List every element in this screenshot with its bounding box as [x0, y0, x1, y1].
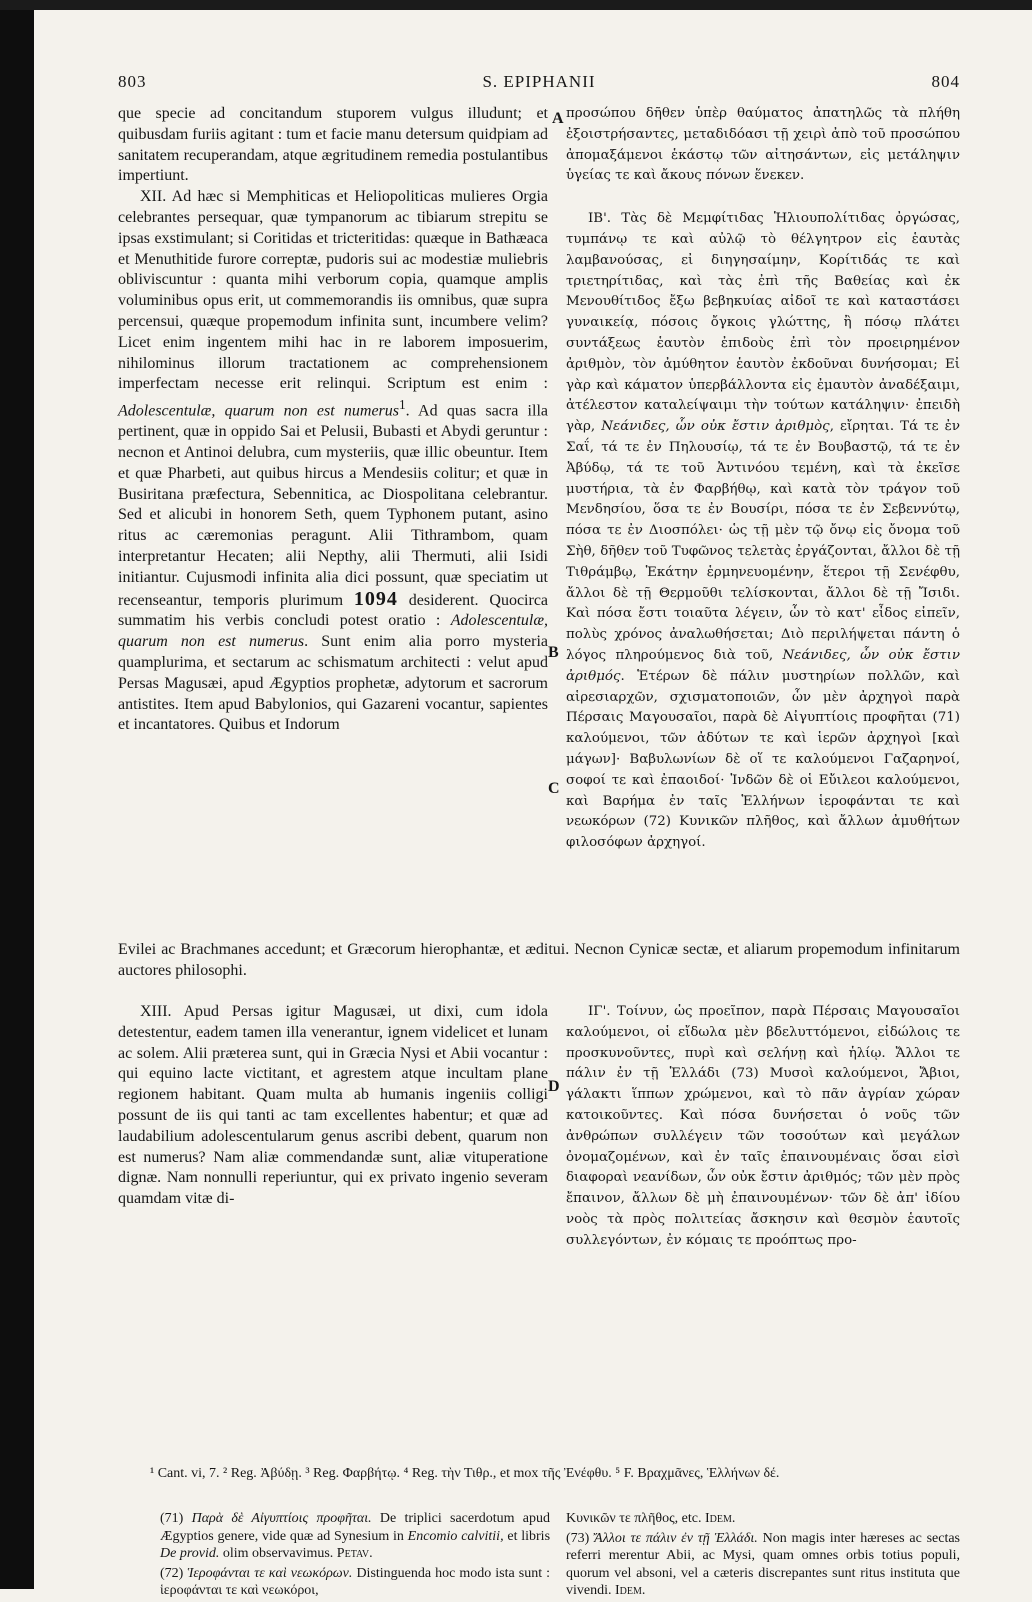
editorial-notes-right [566, 1510, 960, 1602]
latin-column-bottom [118, 1002, 548, 1210]
page-number-left: 803 [118, 72, 147, 91]
latin-column-top [118, 104, 548, 736]
page-number-right: 804 [931, 72, 960, 91]
latin-text: . Ad quas sacra illa pertinent, quæ in oppido Sai et Pelusii, Bubasti et Abydi geruntur : necnon et Antinoi delubra, cum mysteriis, quæ illic obeuntur. Item et quæ Pharbeti, aut quibus hircus a Mendesiis colitur; et quæ in Busiritana præfectura, Sebennitica, ac Diospolitana celebrantur. Sed et alicubi in honorem Seth, quem Typhonem putant, asino ritus ac cæremonias peragunt. Alii Tithrambom, quam interpretantur Hecaten; alii Nepthy, alii Thermuti, alii Isidi initiantur. Cujusmodi infinita alia dici possunt, quæ speciatim ut recenseantur, temporis plurimum [118, 402, 548, 609]
greek-quote: Νεάνιδες, ὧν οὐκ ἔστιν ἀριθμὸς [601, 419, 830, 435]
footnote-references: ¹ Cant. vi, 7. ² Reg. Ἀβύδῃ. ³ Reg. Φαρβήτῳ. ⁴ Reg. τὴν Τιθρ., et mox τῆς Ἐνέφθυ. ⁵ F. Βραχμᾶνες, Ἑλλήνων δέ. [150, 1466, 780, 1481]
running-title: S. EPIPHANII [482, 72, 596, 91]
note-title: De provid. [160, 1546, 220, 1561]
note-72 [160, 1565, 550, 1600]
note-author: Petav. [336, 1546, 373, 1561]
footnote-ref: 1 [399, 397, 406, 413]
note-title: Encomio calvitii, [407, 1528, 504, 1544]
note-number: (73) [566, 1530, 590, 1546]
margin-marker-d: D [548, 1078, 560, 1095]
spanning-line: Evilei ac Brachmanes accedunt; et Græcorum hierophantæ, et æditui. Necnon Cynicæ sectæ, et aliarum propemodum infinitarum auctores philosophi. [118, 941, 960, 979]
latin-text: . Sunt enim alia porro mysteria quamplurima, et sectarum ac schismatum architecti : velut apud Persas Magusæi, apud Ægyptios prophetæ, adytorum et sacrorum antistites. Item apud Babylonios, qui Gazareni vocantur, sapientes et incantatores. Quibus et Indorum [118, 633, 548, 734]
note-author: Idem. [615, 1583, 646, 1598]
note-number: (71) [160, 1511, 184, 1526]
note-text: olim observavimus. [222, 1546, 334, 1561]
note-text: Non magis inter hæreses ac sectas referri merentur Abii, ac Mysi, quam omnes orbis totius populi, quorum vel absoni, vel a cæteris discrepantes sunt ritus instituta que vivendi. [566, 1530, 961, 1598]
note-text: Distinguenda hoc modo ista sunt : ἱεροφάνται τε καὶ νεωκόροι, [160, 1565, 550, 1598]
greek-paragraph-13: ΙΓ'. Τοίνυν, ὡς προεῖπον, παρὰ Πέρσαις Μαγουσαῖοι καλούμενοι, οἱ εἴδωλα μὲν βδελυττόμενοι, εἰδώλοις τε προσκυνοῦντες, πυρὶ καὶ σελήνῃ καὶ ἡλίῳ. Ἄλλοι τε πάλιν ἐν τῇ Ἑλλάδι (73) Μυσοὶ καλούμενοι, Ἄβιοι, γάλακτι ἵππων χρώμενοι, καὶ τὸ πᾶν ἀγρίαν χώραν κατοικοῦντες. Καὶ πόσα δυνήσεται ὁ νοῦς τῶν ἀνθρώπων συλλέγειν τῶν τοσούτων καὶ μεγάλων ὀνομαζομένων, καὶ ἐν ταῖς ἐπαινουμέναις ὅσαι εἰσὶ διαφοραὶ νεανίδων, ὧν οὐκ ἔστιν ἀριθμός; τῶν μὲν πρὸς ἔπαινον, ἄλλων δὲ μὴ ἐπαινουμένων· τῶν δὲ ἀπ' ἰδίου νοὸς τὰ πρὸς πολιτείας ἄσκησιν καὶ θεσμὸν ἑαυτοῖς συλλεγόντων, ἐν κόμαις τε προόπτως προ- [566, 1004, 960, 1248]
scripture-quote: Adolescentulæ, quarum non est numerus [118, 402, 399, 420]
greek-text: ΙΒ'. Τὰς δὲ Μεμφίτιδας Ἡλιουπολίτιδας ὀργώσας, τυμπάνῳ τε καὶ αὐλῷ τὸ θέλγητρον εἰς ἑαυτὰς λαμβανούσας, εἰ διηγησαίμην, Κορίτιδάς τε καὶ τριετηρίτιδας, καὶ τὰς ἐπὶ τῆς Βαθείας καὶ ἐκ Μενουθίτιδος ἔξω βεβηκυίας αἰδοῖ τε καὶ καταστάσει γυναικείᾳ, πόσοις ὄγκοις γλώττης, ἢ πόσῳ πλάτει συντάξεως ἑαυτὸν ἐπιδοὺς ἐπὶ τὸν προειρημένον ἀριθμὸν, τὸν ἀμύθητον ἑαυτὸν ἐκδοῦναι δυνήσομαι; Εἰ γὰρ καὶ κάματον ὑπερβάλλοντα εἰς ἐμαυτὸν ἀναδέξαιμι, ἀτέλεστον καταλείψαιμι τὴν τούτων κατάληψιν· ἐπειδὴ γὰρ, [566, 211, 960, 435]
editorial-notes-left [160, 1510, 550, 1602]
latin-paragraph-13: XIII. Apud Persas igitur Magusæi, ut dixi, cum idola detestentur, eadem tamen illa venerantur, ignem videlicet et lunam ac solem. Alii præterea sunt, qui in Græcia Nysi et Abii vocantur : qui equino lacte victitant, et agrestem atque incultam plane regionem habitant. Quam multa ab humanis ingeniis colligi possunt de iis qui tanti ac tam excellentes habentur; et quæ ad laudabilium adolescentularum genus ascribi debent, quarum non est numerus? Nam aliæ commendandæ sunt, aliæ vituperatione dignæ. Nam nonnulli reperiuntur, qui ex privato ingenio severam quamdam vitæ di- [118, 1003, 548, 1208]
greek-text: , εἴρηται. Τά τε ἐν Σαΐ, τά τε ἐν Πηλουσίῳ, τά τε ἐν Βουβαστῷ, τά τε ἐν Ἀβύδῳ, τά τε τοῦ Ἀντινόου τεμένη, καὶ τὰ ἐκεῖσε μυστήρια, τὰ ἐν Φαρβήθῳ, καὶ κατὰ τὸν τράγον τοῦ Μενδησίου, ὅσα τε ἐν Βουσίρι, πόσα τε ἐν Σεβεννύτῳ, πόσα τε ἐν Διοσπόλει· ὡς τῇ μὲν τῷ ὄνῳ εἰς ὄνομα τοῦ Σὴθ, δῆθεν τοῦ Τυφῶνος τελετὰς ἐργάζονται, ἄλλοι δὲ τῇ Τιθράμβῳ, Ἑκάτην ἑρμηνευομένην, ἕτεροι τῇ Σενέφθυ, ἄλλοι δὲ τῇ Θερμοῦθι τελίσκονται, ἄλλοι δὲ τῇ Ἴσιδι. Καὶ πόσα ἔστι τοιαῦτα λέγειν, ὧν τὸ κατ' εἶδος εἰπεῖν, πολὺς χρόνος ἀναλωθήσεται; Διὸ περιλήψεται πάντη ὁ λόγος πληρούμενος διὰ τοῦ, [566, 419, 961, 663]
note-text: et libris [507, 1528, 551, 1544]
scan-top-edge [0, 0, 1032, 10]
note-text: Κυνικῶν τε πλῆθος, etc. [566, 1511, 702, 1526]
latin-paragraph-12 [118, 187, 548, 736]
note-lemma: Ἱεροφάνται τε καὶ νεωκόρων. [187, 1565, 353, 1581]
latin-text: desiderent. Quocirca summatim his verbis concludi potest oratio : [118, 591, 549, 630]
running-header [118, 72, 960, 96]
greek-column-bottom [566, 1002, 960, 1252]
note-text: De triplici sacerdotum apud Ægyptios genere, vide quæ ad Synesium in [160, 1511, 551, 1544]
scan-page-edge [0, 0, 34, 1589]
greek-paragraph-1: προσώπου δῆθεν ὑπὲρ θαύματος ἀπατηλῶς τὰ πλήθη ἐξοιστρήσαντες, μεταδιδόασι τῇ χειρὶ ἀπὸ τοῦ προσώπου ἀπομαξάμενοι ἑκάστῳ τῶν αἰτησάντων, εἰς μετάληψιν ὑγείας τε καὶ ἄκους πόνων ἕνεκεν. [566, 106, 960, 184]
latin-paragraph-1: que specie ad concitandum stuporem vulgus illudunt; et quibusdam furiis agitant : tum et facie manu detersum quidpiam ad sanitatem recuperandam, atque ægritudinem remedia postulantibus impertiunt. [118, 105, 548, 185]
greek-quote: Νεάνιδες, ὧν οὐκ ἔστιν ἀριθμός [566, 647, 960, 684]
greek-paragraph-12 [566, 209, 960, 854]
note-lemma: Παρὰ δὲ Αἰγυπτίοις προφῆται. [191, 1511, 372, 1526]
margin-marker-b: B [548, 644, 559, 661]
note-72-continued [566, 1510, 960, 1528]
scripture-quote: Adolescentulæ, quarum non est numerus [118, 612, 549, 651]
margin-marker-a: A [552, 110, 564, 127]
column-number: 1094 [353, 587, 398, 610]
note-number: (72) [160, 1565, 184, 1581]
greek-text: . Ἑτέρων δὲ πάλιν μυστηρίων πολλῶν, καὶ αἱρεσιαρχῶν, σχισματοποιῶν, ὧν μὲν ἀρχηγοὶ παρὰ Πέρσαις Μαγουσαῖοι, παρὰ δὲ Αἰγυπτίοις προφῆται (71) καλούμενοι, τῶν ἀδύτων τε καὶ ἱερῶν ἀρχηγοὶ [καὶ μάγων]· Βαβυλωνίων δὲ οἵ τε καλούμενοι Γαζαρηνοί, σοφοί τε καὶ ἐπαοιδοί· Ἰνδῶν δὲ οἱ Εὔιλεοι καλούμενοι, καὶ Βαρήμα ἐν ταῖς Ἑλλήνων ἱεροφάνται τε καὶ νεωκόρων (72) Κυνικῶν πλῆθος, καὶ ἄλλων ἀμυθήτων φιλοσόφων ἀρχηγοί. [566, 668, 960, 851]
greek-column-top [566, 104, 960, 854]
margin-marker-c: C [548, 780, 560, 797]
latin-text: XII. Ad hæc si Memphiticas et Heliopoliticas mulieres Orgia celebrantes persequar, quæ tympanorum ac tibiarum strepitu se ipsas exstimulant; si Coritidas et tricteritidas: quæque in Bathæaca et Menuthitide furore correptæ, pudoris sui ac modestiæ muliebris obliviscuntur : quanta mihi verborum copia, quamque amplis voluminibus opus erit, ut commemorandis iis omnibus, quæ supra percensui, quæque propemodum infinita sunt, incumbere velim? Licet enim ingentem mihi hac in re laborem imposuerim, nihilominus illorum tractationem ac comprehensionem imperfectam necesse erit relinqui. Scriptum est enim : [118, 188, 548, 393]
note-lemma: Ἄλλοι τε πάλιν ἐν τῇ Ἑλλάδι. [594, 1530, 758, 1546]
note-author: Idem. [705, 1511, 736, 1526]
note-71 [160, 1510, 550, 1563]
note-73 [566, 1530, 960, 1600]
